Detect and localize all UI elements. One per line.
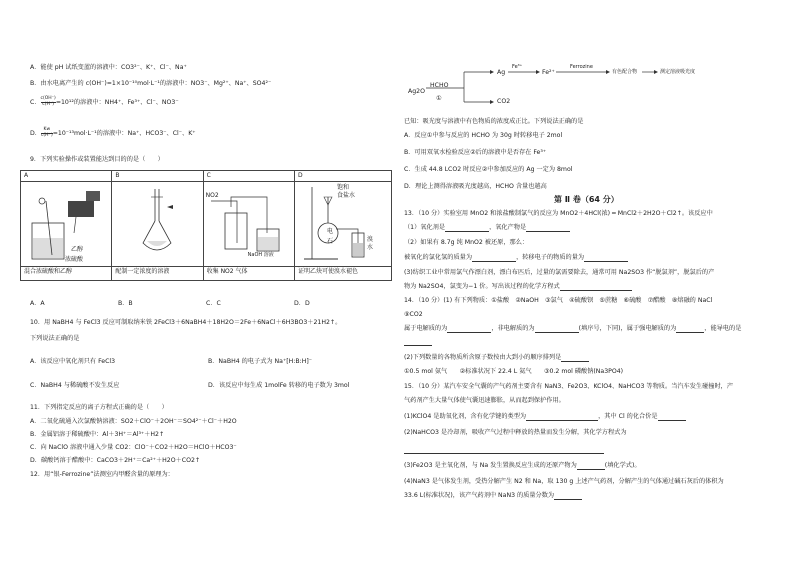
acid-label: 浓硫酸 xyxy=(65,255,84,263)
q11-option-c: C．向 NaClO 溶液中通入少量 CO2：ClO⁻＋CO2＋H2O＝HClO＋HCO3⁻ xyxy=(30,444,237,451)
q13-part2-answers: 被氧化的氯化氢的质量为 ，转移电子的物质的量为 xyxy=(404,254,628,262)
table-header: C xyxy=(203,171,294,182)
q14-part2: (2)下列数量的各物质所含原子数按由大到小的顺序排列是 xyxy=(404,354,589,362)
saline-label: 饱和 xyxy=(337,183,350,191)
answer-blank[interactable] xyxy=(526,414,598,421)
q11-option-b: B．金属铝溶于稀硫酸中：Al＋3H⁺＝Al³⁺＋H2↑ xyxy=(30,431,165,438)
ferrozine-label: Ferrozine xyxy=(570,64,593,70)
bromine-label: 溴 xyxy=(367,235,374,243)
answer-blank[interactable] xyxy=(526,225,570,232)
q12-option-b: B．可用双氧水检验反应②后的溶液中是否存在 Fe³⁺ xyxy=(404,149,547,156)
q15-part3: (3)Fe2O3 是主氧化剂，与 Na 发生置换反应生成的还原产物为 (填化学式)。 xyxy=(404,462,641,469)
q15-part4: (4)NaN3 是气体发生剂，受热分解产生 N2 和 Na，取 130 g 上述产气药剂，分解产生的气体通过碱石灰后的体积为 xyxy=(404,478,724,485)
co2-label: CO2 xyxy=(497,98,511,105)
table-header: D xyxy=(295,171,392,182)
answer-blank[interactable] xyxy=(577,463,605,470)
q13-part2: （2）如果有 8.7g 纯 MnO2 被还原，那么： xyxy=(404,239,529,246)
q14-stem: 14．（10 分）(1) 有下列物质：①盐酸 ②NaOH ③氯气 ④硫酸钡 ⑤蔗糖 ⑥硫酸 ⑦醋酸 ⑧熔融的 NaCl xyxy=(404,297,713,304)
q8-option-b: B．由水电离产生的 c(OH⁻)=1×10⁻¹⁰mol·L⁻¹的溶液中：NO3⁻、Mg²⁺、Na⁺、SO4²⁻ xyxy=(30,80,272,87)
answer-blank[interactable] xyxy=(472,255,516,262)
q10-stem: 10．用 NaBH4 与 FeCl3 反应可制取纳米铁 2FeCl3＋6NaBH4＋18H2O＝2Fe＋6NaCl＋6H3BO3＋21H2↑。 xyxy=(30,319,342,326)
electric-label: 电 xyxy=(327,227,334,235)
q9-option: B．B xyxy=(118,300,133,307)
table-header: B xyxy=(112,171,203,182)
q15-part1: (1)KClO4 是助氧化剂，含有化学键的类型为 ，其中 Cl 的化合价是 xyxy=(404,413,686,421)
answer-blank[interactable] xyxy=(447,326,491,333)
ethanol-label: 乙醇 xyxy=(71,245,84,253)
volumetric-flask-figure xyxy=(115,183,199,263)
fe3-label: Fe³⁺ xyxy=(512,64,523,70)
ag-label: Ag xyxy=(497,69,506,76)
ag2o-label: Ag2O xyxy=(408,88,425,95)
q14-part2-options: ①0.5 mol 氨气 ②标准状况下 22.4 L 氦气 ③0.2 mol 磷酸钠(Na3PO4) xyxy=(404,368,624,375)
table-caption: 收集 NO2 气体 xyxy=(203,267,294,281)
q9-option: A．A xyxy=(30,300,45,307)
no2-label: NO2 xyxy=(205,191,219,199)
q15-part2: (2)NaHCO3 是冷却剂，吸收产气过程中释放的热量而发生分解，其化学方程式为 xyxy=(404,429,627,436)
answer-blank[interactable] xyxy=(676,326,704,333)
q13-part1: （1）氧化剂是 ，氧化产物是 xyxy=(404,224,570,232)
q10-stem-2: 下列说法正确的是 xyxy=(30,335,80,342)
q11-option-d: D．碳酸钙溶于醋酸中：CaCO3＋2H⁺＝Ca²⁺＋H2O＋CO2↑ xyxy=(30,457,201,464)
q15-part4-cont: 33.6 L(标准状况)，该产气药剂中 NaN3 的质量分数为 xyxy=(404,492,582,500)
stone-label: 石 xyxy=(327,237,334,245)
q10-option-a: A．该反应中氧化剂只有 FeCl3 xyxy=(30,358,116,365)
q14-stem-2: ⑨CO2 xyxy=(404,311,423,318)
q12-stem: 12．用“银-Ferrozine”法测室内甲醛含量的原理为： xyxy=(30,471,174,478)
q11-stem: 11．下列指定反应的离子方程式正确的是（ ） xyxy=(30,404,168,411)
table-caption: 证明乙炔可使溴水褪色 xyxy=(295,267,392,281)
answer-blank[interactable] xyxy=(658,414,686,421)
figure-b xyxy=(112,181,203,267)
answer-blank[interactable] xyxy=(535,326,579,333)
complex-label: 有色配合物 xyxy=(612,69,638,75)
answer-blank[interactable] xyxy=(561,355,589,362)
answer-blank[interactable] xyxy=(445,225,489,232)
q8-option-c: C． $\frac{c(OH^-)}{c(H^+)}$ =10¹²的溶液中：NH4⁺、Fe³⁺、Cl⁻、NO3⁻ xyxy=(30,96,179,107)
q10-option-c: C．NaBH4 与稀硫酸不发生反应 xyxy=(30,382,120,389)
saline-label-2: 食盐水 xyxy=(337,191,356,199)
q9-option: C．C xyxy=(206,300,221,307)
section-title: 第 Ⅱ 卷（64 分） xyxy=(554,195,619,204)
hcho-label: HCHO xyxy=(430,82,449,89)
table-caption: 混合浓硫酸和乙醇 xyxy=(21,267,112,281)
measure-label: 测定溶液吸光度 xyxy=(660,69,696,75)
q10-option-b: B．NaBH4 的电子式为 Na⁺[H:B:H]⁻ xyxy=(208,358,313,365)
q11-option-a: A．二氧化硫通入次氯酸钠溶液：SO2＋ClO⁻＋2OH⁻＝SO4²⁻＋Cl⁻＋H2O xyxy=(30,418,237,425)
bromine-label-2: 水 xyxy=(367,243,374,251)
q12-option-c: C．生成 44.8 LCO2 时反应②中参加反应的 Ag 一定为 8mol xyxy=(404,166,573,173)
q8-option-a: A．能使 pH 试纸变蓝的溶液中：CO3²⁻、K⁺、Cl⁻、Na⁺ xyxy=(30,64,187,71)
q15-stem: 15．（10 分）某汽车安全气囊的产气药剂主要含有 NaN3、Fe2O3、KClO4、NaHCO3 等物质。当汽车发生碰撞时，产 xyxy=(404,383,734,390)
figure-d xyxy=(295,181,392,267)
q10-option-d: D．该反应中每生成 1molFe 转移的电子数为 3mol xyxy=(208,382,350,389)
table-header: A xyxy=(21,171,112,182)
beaker-stirring-figure xyxy=(24,183,108,263)
q13-stem: 13．（10 分）实验室用 MnO2 和浓盐酸制氯气的反应为 MnO2＋4HCl(浓) ═ MnCl2＋2H2O＋Cl2↑。该反应中 xyxy=(404,210,713,217)
figure-a xyxy=(21,181,112,267)
gas-collection-figure xyxy=(207,183,291,263)
answer-blank[interactable] xyxy=(584,255,628,262)
q12-option-a: A．反应①中参与反应的 HCHO 为 30g 时转移电子 2mol xyxy=(404,132,563,139)
table-caption: 配制一定浓度的溶液 xyxy=(112,267,203,281)
answer-blank[interactable] xyxy=(560,284,632,291)
q9-table xyxy=(20,170,392,281)
answer-blank[interactable] xyxy=(404,447,604,454)
ratio-fraction: $\frac{c(OH^-)}{c(H^+)}$ xyxy=(40,96,56,107)
step1-label: ① xyxy=(436,95,442,102)
answer-blank[interactable] xyxy=(554,493,582,500)
answer-blank[interactable] xyxy=(404,339,432,346)
q9-stem: 9．下列实验操作或装置能达到目的的是（ ） xyxy=(30,156,164,163)
q12-option-d: D．理论上测得溶液吸光度越高，HCHO 含量也越高 xyxy=(404,183,547,190)
q14-part1-answers: 属于电解质的为 ，非电解质的为 (填序号，下同)，属于强电解质的为 ，能导电的是 xyxy=(404,325,742,332)
q9-option: D．D xyxy=(294,300,310,307)
q8-option-d: D． $\frac{Kw}{c(H^+)}$ =10⁻¹³mol·L⁻¹的溶液中：Na⁺、HCO3⁻、Cl⁻、K⁺ xyxy=(30,127,196,138)
known-statement: 已知：吸光度与溶液中有色物质的浓度成正比。下列说法正确的是 xyxy=(404,118,584,125)
kw-fraction: $\frac{Kw}{c(H^+)}$ xyxy=(40,127,53,138)
q15-stem-2: 气药剂产生大量气体使气囊迅速膨胀，从而起到保护作用。 xyxy=(404,397,565,404)
q13-part3-cont: 物为 Na2SO4，氯变为−1 价。写出该过程的化学方程式 xyxy=(404,283,632,291)
figure-c xyxy=(203,181,294,267)
naoh-label: NaOH 溶液 xyxy=(247,251,274,258)
fe2-label: Fe²⁺ xyxy=(542,69,555,76)
q13-part3: (3)纺织工业中常用氯气作漂白剂，漂白布匹后，过量的氯需要除去，通常可用 Na2SO3 作“脱氯剂”，脱氯后的产 xyxy=(404,269,715,276)
